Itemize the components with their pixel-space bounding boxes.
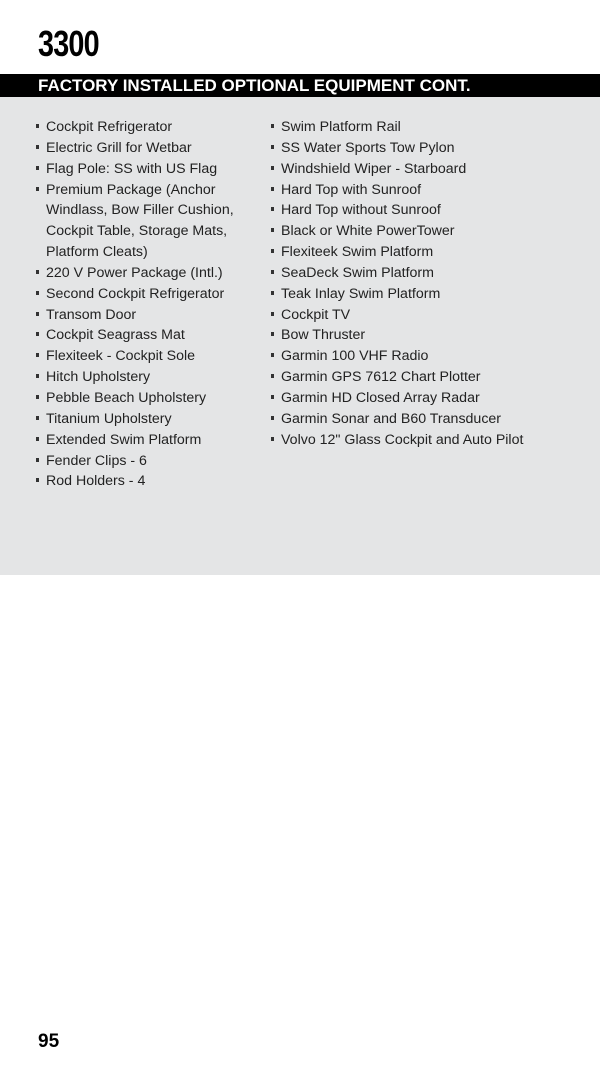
bullet-icon: [36, 437, 39, 441]
list-item: [36, 284, 261, 305]
item-label: Hitch Upholstery: [46, 369, 151, 386]
item-label: Windshield Wiper - Starboard: [281, 160, 467, 177]
bullet-icon: [36, 416, 39, 420]
bullet-icon: [271, 187, 274, 191]
item-label: Hard Top without Sunroof: [281, 202, 441, 219]
bullet-icon: [271, 312, 274, 316]
list-item: [36, 471, 261, 492]
bullet-icon: [36, 312, 39, 316]
list-item: [36, 138, 261, 159]
bullet-icon: [271, 332, 274, 336]
item-label: Garmin 100 VHF Radio: [281, 348, 429, 365]
bullet-icon: [36, 187, 39, 191]
list-item: [271, 117, 591, 138]
item-label: Premium Package (Anchor Windlass, Bow Filler Cushion, Cockpit Table, Storage Mats, Platform Cleats): [46, 181, 234, 261]
bullet-icon: [36, 270, 39, 274]
bullet-icon: [36, 353, 39, 357]
bullet-icon: [271, 374, 274, 378]
bullet-icon: [271, 353, 274, 357]
bullet-icon: [36, 458, 39, 462]
bullet-icon: [36, 291, 39, 295]
item-label: SeaDeck Swim Platform: [281, 264, 434, 281]
item-label: Rod Holders - 4: [46, 473, 146, 490]
item-label: Titanium Upholstery: [46, 410, 172, 427]
bullet-icon: [271, 437, 274, 441]
item-label: Black or White PowerTower: [281, 223, 455, 240]
list-item: [36, 305, 261, 326]
bullet-icon: [271, 124, 274, 128]
bullet-icon: [271, 249, 274, 253]
item-label: Flexiteek - Cockpit Sole: [46, 348, 196, 365]
list-item: [36, 430, 261, 451]
list-item: [36, 159, 261, 180]
model-title: 3300: [38, 23, 99, 64]
bullet-icon: [271, 228, 274, 232]
item-label: SS Water Sports Tow Pylon: [281, 139, 455, 156]
list-item: [271, 200, 591, 221]
equipment-list-left: [36, 117, 261, 492]
list-item: [271, 367, 591, 388]
list-item: [271, 180, 591, 201]
list-item: [36, 409, 261, 430]
list-item: [36, 346, 261, 367]
bullet-icon: [271, 395, 274, 399]
item-label: Hard Top with Sunroof: [281, 181, 422, 198]
bullet-icon: [271, 166, 274, 170]
bullet-icon: [36, 124, 39, 128]
list-item: [271, 242, 591, 263]
item-label: Garmin HD Closed Array Radar: [281, 389, 480, 406]
item-label: Volvo 12" Glass Cockpit and Auto Pilot: [281, 431, 524, 448]
list-item: [271, 388, 591, 409]
section-heading: FACTORY INSTALLED OPTIONAL EQUIPMENT CONT.: [38, 76, 471, 95]
list-item: [271, 263, 591, 284]
item-label: Teak Inlay Swim Platform: [281, 285, 441, 302]
section-header-bar: [0, 74, 600, 97]
item-label: Garmin Sonar and B60 Transducer: [281, 410, 502, 427]
list-item: [36, 451, 261, 472]
list-item: [36, 325, 261, 346]
item-label: Swim Platform Rail: [281, 119, 401, 135]
item-label: Pebble Beach Upholstery: [46, 389, 207, 406]
bullet-icon: [36, 166, 39, 170]
bullet-icon: [271, 145, 274, 149]
item-label: Fender Clips - 6: [46, 452, 147, 469]
item-label: 220 V Power Package (Intl.): [46, 264, 223, 281]
list-item: [271, 409, 591, 430]
list-item: [271, 305, 591, 326]
list-item: [271, 221, 591, 242]
bullet-icon: [271, 416, 274, 420]
equipment-list-right: [271, 117, 591, 451]
list-item: [271, 138, 591, 159]
equipment-panel: [0, 97, 600, 575]
list-item: [271, 284, 591, 305]
page-number: 95: [38, 1031, 60, 1052]
bullet-icon: [36, 145, 39, 149]
bullet-icon: [271, 291, 274, 295]
bullet-icon: [271, 270, 274, 274]
bullet-icon: [36, 478, 39, 482]
item-label: Flexiteek Swim Platform: [281, 244, 434, 261]
item-label: Cockpit Seagrass Mat: [46, 327, 185, 344]
item-label: Electric Grill for Wetbar: [46, 139, 192, 156]
bullet-icon: [36, 374, 39, 378]
list-item: [36, 117, 261, 138]
item-label: Garmin GPS 7612 Chart Plotter: [281, 369, 481, 386]
list-item: [271, 325, 591, 346]
list-item: [271, 430, 591, 451]
list-item: [36, 388, 261, 409]
item-label: Cockpit Refrigerator: [46, 119, 173, 135]
item-label: Flag Pole: SS with US Flag: [46, 160, 218, 177]
list-item: [36, 263, 261, 284]
item-label: Cockpit TV: [281, 306, 351, 323]
item-label: Extended Swim Platform: [46, 431, 202, 448]
list-item: [271, 346, 591, 367]
list-item: [271, 159, 591, 180]
bullet-icon: [36, 395, 39, 399]
bullet-icon: [36, 332, 39, 336]
list-item: [36, 180, 261, 263]
bullet-icon: [271, 207, 274, 211]
item-label: Second Cockpit Refrigerator: [46, 285, 225, 302]
list-item: [36, 367, 261, 388]
item-label: Bow Thruster: [281, 327, 366, 344]
item-label: Transom Door: [46, 306, 137, 323]
